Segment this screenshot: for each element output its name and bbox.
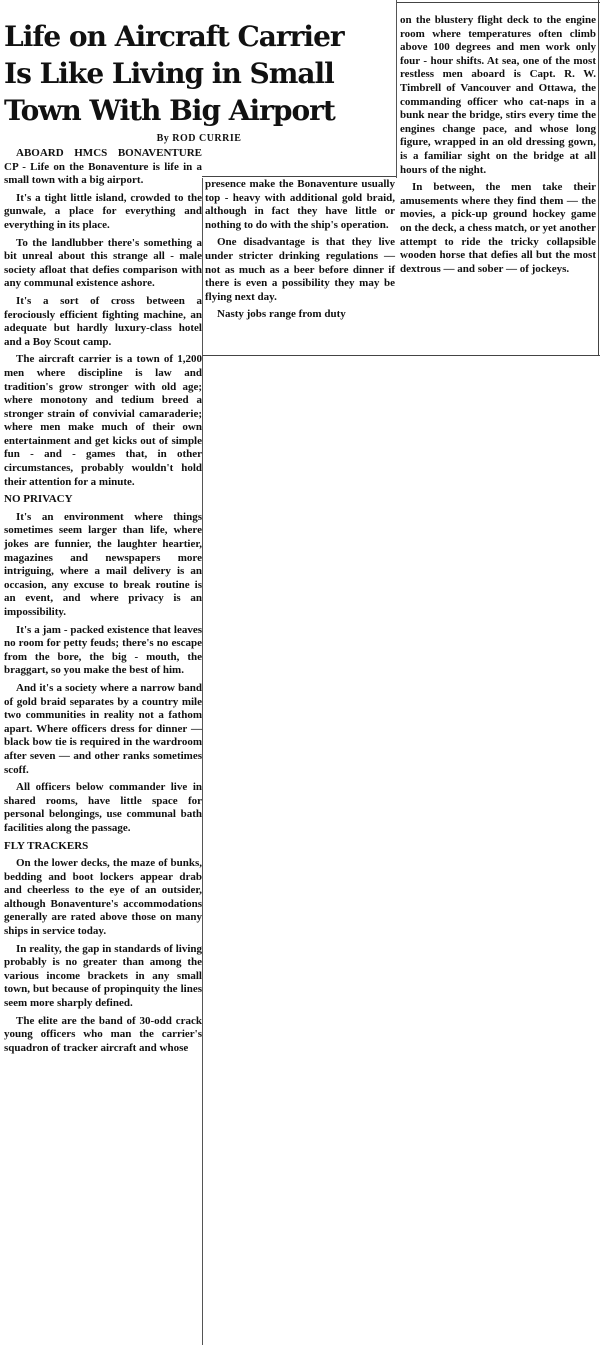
- paragraph: In between, the men take their amusements where they find them — the movies, a pick-up ground hockey game on the deck, a chess match, or yet another attempt to ride the tricky collapsible wooden horse that defies all but the most dextrous — and sober — of jockeys.: [400, 181, 596, 275]
- headline: [4, 18, 344, 129]
- paragraph: It's a sort of cross between a ferociously efficient fighting machine, an adequate but hardly luxury-class hotel and a Boy Scout camp.: [4, 294, 202, 348]
- paragraph: The elite are the band of 30-odd crack young officers who man the carrier's squadron of tracker aircraft and whose: [4, 1014, 202, 1054]
- subheading-fly-trackers: FLY TRACKERS: [4, 839, 89, 852]
- column-3: [400, 14, 596, 280]
- column-divider-2-3: [396, 0, 397, 178]
- paragraph: And it's a society where a narrow band of gold braid separates by a country mile two communities in reality not a fathom apart. Where officers dress for dinner — black bow tie is required in the wardroom after seven — and other ranks sometimes scoff.: [4, 681, 202, 776]
- paragraph: ABOARD HMCS BONAVENTURE CP - Life on the Bonaventure is life in a small town with a big airport.: [4, 147, 202, 187]
- article-end-rule: [202, 355, 600, 356]
- column-2: [205, 178, 395, 326]
- paragraph: It's an environment where things sometimes seem larger than life, where jokes are funnier, the laughter heartier, magazines and newspapers more intriguing, where a mail delivery is an occasion, any excuse to break routine is an event, and where privacy is an impossibility.: [4, 510, 202, 618]
- headline-rule: [202, 176, 396, 177]
- paragraph: In reality, the gap in standards of living probably is no greater than among the various income brackets in any small town, but because of propinquity the lines seem more sharply defined.: [4, 942, 202, 1010]
- paragraph: It's a jam - packed existence that leaves no room for petty feuds; there's no escape from the bore, the big - mouth, the braggart, so you make the best of him.: [4, 623, 202, 677]
- headline-line-3: Town With Big Airport: [4, 94, 335, 127]
- paragraph: Nasty jobs range from duty: [217, 308, 346, 321]
- byline: By ROD CURRIE: [156, 133, 242, 144]
- right-edge-rule: [598, 0, 599, 356]
- paragraph: To the landlubber there's something a bit unreal about this strange all - male society afloat that defies comparison with any communal existence ashore.: [4, 236, 202, 290]
- paragraph: All officers below commander live in shared rooms, have little space for personal belongings, use communal bath facilities along the passage.: [4, 781, 202, 834]
- paragraph: on the blustery flight deck to the engine room where temperatures often climb above 100 degrees and men work only four - hour shifts. At sea, one of the most restless men aboard is Capt. R. W. Timbrell of Vancouver and Ottawa, the commanding officer who cat-naps in a bunk near the bridge, stirs every time the engines change pace, and whose long figure, wrapped in an old dressing gown, is a familiar sight on the bridge at all hours of the night.: [400, 14, 596, 176]
- paragraph: presence make the Bonaventure usually top - heavy with additional gold braid, although in fact they have little or nothing to do with the ship's operation.: [205, 178, 395, 231]
- paragraph: On the lower decks, the maze of bunks, bedding and boot lockers appear drab and cheerless to the eye of an outsider, although Bonaventure's accommodations generally are rated above those on many ships in service today.: [4, 857, 202, 938]
- column-divider-1-2: [202, 178, 203, 1345]
- paragraph: The aircraft carrier is a town of 1,200 men where discipline is law and tradition's grow stronger with old age; where monotony and tedium breed a stronger strain of convivial camaraderie; where men make much of their own entertainment and get kicks out of simple fun - and - games that, in other circumstances, probably wouldn't hold their attention for a minute.: [4, 353, 202, 488]
- paragraph: One disadvantage is that they live under stricter drinking regulations — not as much as a beer before dinner if there is even a possibility they may be flying next day.: [205, 236, 395, 303]
- headline-line-1: Life on Aircraft Carrier: [4, 20, 344, 53]
- top-rule: [396, 2, 600, 3]
- headline-line-2: Is Like Living in Small: [4, 57, 334, 90]
- paragraph: It's a tight little island, crowded to the gunwale, a place for everything and everything in its place.: [4, 191, 202, 231]
- subheading-no-privacy: NO PRIVACY: [4, 493, 73, 506]
